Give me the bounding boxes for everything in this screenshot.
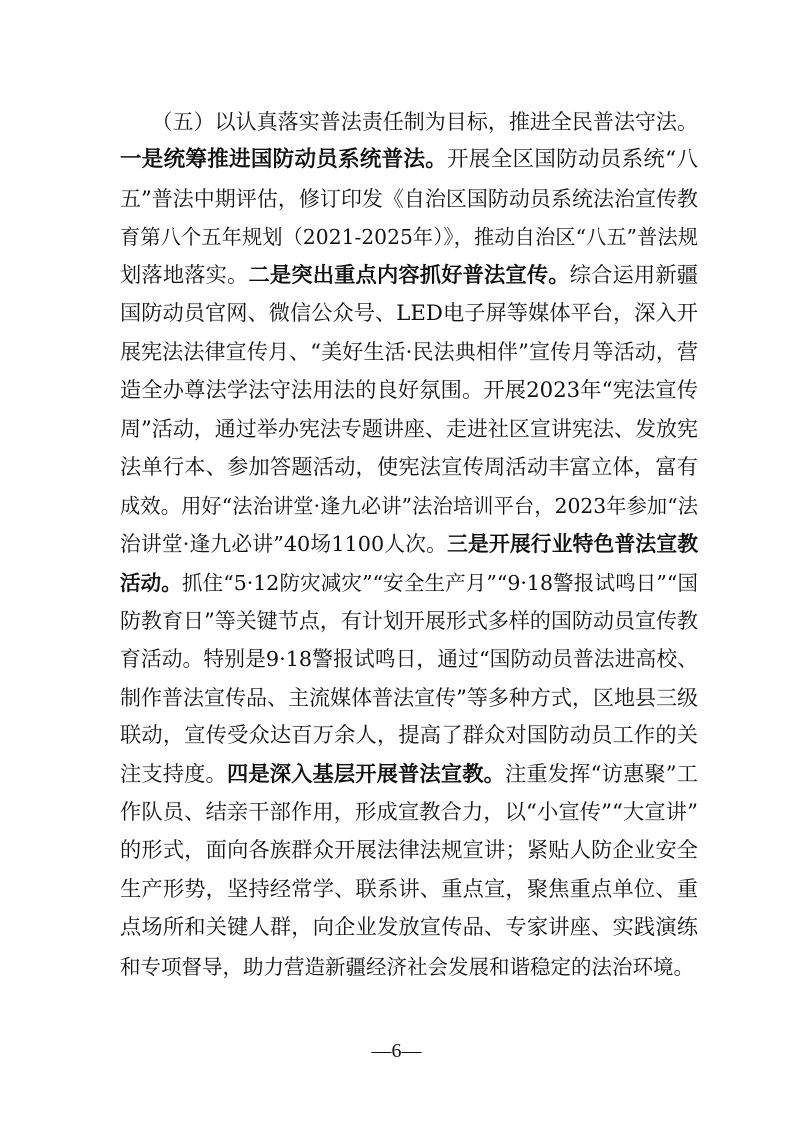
text-line	[120, 640, 698, 678]
text-line	[120, 717, 698, 755]
text-span: （五）以认真落实普法责任制为目标，推进全民普法守法。	[120, 110, 698, 134]
body-text	[120, 103, 698, 986]
text-line	[120, 756, 698, 794]
text-line	[120, 218, 698, 256]
text-span: 国防动员官网、微信公众号、LED电子屏等媒体平台，深入开	[120, 300, 698, 326]
text-span: 的形式，面向各族群众开展法律法规宣讲；紧贴人防企业安全	[120, 838, 698, 864]
text-span: 育第八个五年规划（2021-2025年）》，推动自治区“八五”普法规	[120, 225, 698, 250]
text-line	[120, 679, 698, 717]
text-span: 成效。用好“法治讲堂·逢九必讲”法治培训平台，2023年参加“法	[120, 493, 698, 518]
text-line	[120, 948, 698, 986]
text-span: 防教育日”等关键节点，有计划开展形式多样的国防动员宣传教	[120, 609, 698, 634]
text-line	[120, 141, 698, 179]
bold-heading-span: 活动。	[120, 570, 182, 595]
text-span: 点场所和关键人群，向企业发放宣传品、专家讲座、实践演练	[120, 915, 698, 941]
text-line	[120, 871, 698, 909]
text-line	[120, 257, 698, 295]
text-line	[120, 333, 698, 371]
text-line	[120, 372, 698, 410]
text-span: 制作普法宣传品、主流媒体普法宣传”等多种方式，区地县三级	[120, 685, 698, 710]
text-span: 注重发挥“访惠聚”工	[505, 761, 698, 787]
text-span: 法单行本、参加答题活动，使宪法宣传周活动丰富立体，富有	[120, 454, 698, 480]
text-span: 周”活动，通过举办宪法专题讲座、走进社区宣讲宪法、发放宪	[120, 417, 698, 442]
text-span: 五”普法中期评估，修订印发《自治区国防动员系统法治宣传教	[120, 186, 698, 211]
text-line	[120, 525, 698, 563]
text-span: 治讲堂·逢九必讲”40场1100人次。	[120, 532, 448, 557]
text-span: 育活动。特别是9·18警报试鸣日，通过“国防动员普法进高校、	[120, 647, 698, 672]
text-span: 联动，宣传受众达百万余人，提高了群众对国防动员工作的关	[120, 723, 698, 749]
text-span: 作队员、结亲干部作用，形成宣教合力，以“小宣传”“大宣讲”	[120, 800, 698, 826]
text-span: 综合运用新疆	[569, 262, 698, 288]
page-number: —6—	[371, 1040, 422, 1062]
text-span: 展宪法法律宣传月、“美好生活·民法典相伴”宣传月等活动，营	[120, 340, 698, 365]
bold-heading-span: 二是突出重点内容抓好普法宣传。	[248, 262, 570, 288]
bold-heading-span: 一是统筹推进国防动员系统普法。	[120, 147, 448, 173]
text-line	[120, 103, 698, 141]
text-span: 开展全区国防动员系统“八	[447, 147, 698, 173]
text-line	[120, 909, 698, 947]
text-line	[120, 487, 698, 525]
text-line	[120, 449, 698, 487]
text-span: 抓住“5·12防灾减灾”“安全生产月”“9·18警报试鸣日”“国	[181, 570, 698, 595]
text-line	[120, 794, 698, 832]
text-span: 生产形势，坚持经常学、联系讲、重点宣，聚焦重点单位、重	[120, 876, 698, 902]
bold-heading-span: 三是开展行业特色普法宣教	[447, 532, 698, 557]
text-line	[120, 295, 698, 333]
text-line	[120, 564, 698, 602]
text-span: 划落地落实。	[120, 262, 249, 288]
text-span: 和专项督导，助力营造新疆经济社会发展和谐稳定的法治环境。	[120, 954, 694, 979]
text-span: 注支持度。	[120, 761, 227, 787]
text-line	[120, 180, 698, 218]
text-span: 造全办尊法学法守法用法的良好氛围。开展2023年“宪法宣传	[120, 377, 698, 403]
text-line	[120, 832, 698, 870]
bold-heading-span: 四是深入基层开展普法宣教。	[226, 761, 506, 787]
text-line	[120, 410, 698, 448]
text-line	[120, 602, 698, 640]
